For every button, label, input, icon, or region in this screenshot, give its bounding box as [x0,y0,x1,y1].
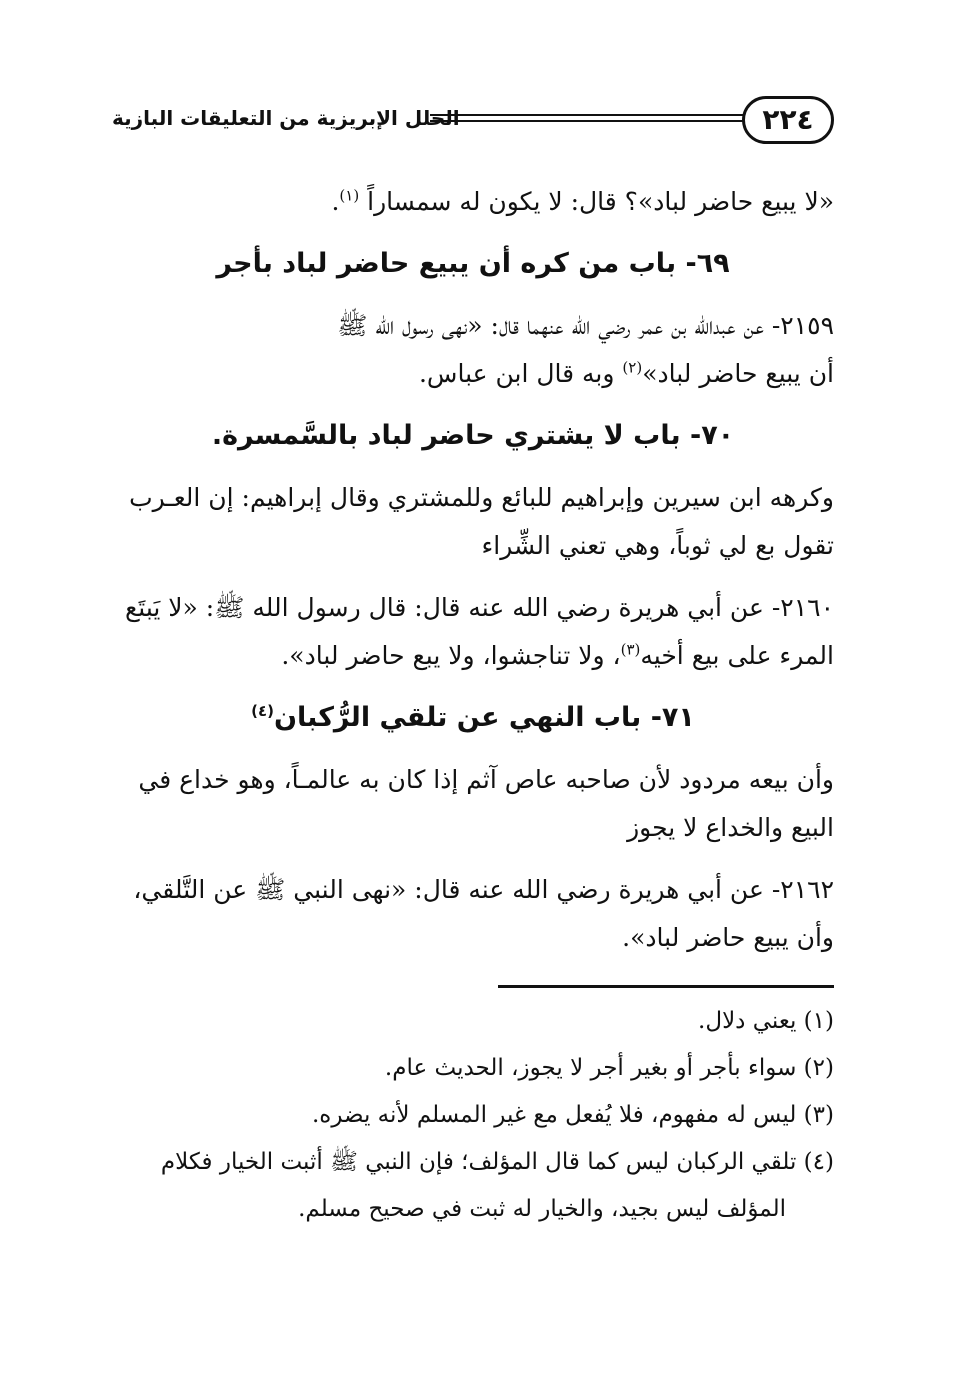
book-title: الحلل الإبريزية من التعليقات البازية [112,106,460,130]
footnote-ref[interactable]: (٤) [251,702,274,720]
chapter-70-intro [112,474,834,570]
text-line: وكرهه ابن سيرين وإبراهيم للبائع وللمشتري وقال إبراهيم: إن العـرب [129,483,834,512]
page-number: ٢٢٤ [742,96,834,144]
text-run: «لا يبيع حاضر لباد»؟ قال: لا يكون له سمساراً [367,187,834,216]
text-run: . [331,187,340,216]
heading-text: ٧١- باب النهي عن تلقي الرُّكبان [273,702,695,733]
footnote-text: المؤلف ليس بجيد، والخيار له ثبت في صحيح مسلم. [298,1196,786,1222]
chapter-heading-69: ٦٩- باب من كره أن يبيع حاضر لباد بأجر [216,248,730,279]
hadith-2159 [112,302,834,398]
footnote-ref[interactable]: (٣) [620,640,641,659]
footnote-number: (٤) [803,1149,834,1175]
footnote-ref[interactable]: (٢) [622,358,643,377]
text-line: ٢١٦٢- عن أبي هريرة رضي الله عنه قال: «نهى النبي ﷺ عن التَّلقي، [133,875,834,904]
paragraph-continuation [112,178,834,226]
footnote-text: ليس له مفهوم، فلا يُفعل مع غير المسلم لأنه يضره. [311,1102,797,1128]
footnote-3 [112,1092,834,1139]
text-run: أن يبيع حاضر لباد» [642,359,834,388]
text-run: ، ولا تناجشوا، ولا يبع حاضر لباد». [281,641,621,670]
text-line [112,350,834,398]
footnote-text: سواء بأجر أو بغير أجر لا يجوز، الحديث عام. [384,1055,797,1081]
footnote-number: (٣) [803,1102,834,1128]
chapter-71-intro [112,756,834,852]
footnote-number: (١) [803,1008,834,1034]
footnotes [112,998,834,1233]
hadith-2162 [112,866,834,962]
header-double-rule [430,114,744,122]
text-line: تقول بع لي ثوباً، وهي تعني الشِّراء [481,531,834,560]
chapter-heading-71 [112,698,834,738]
footnote-text: يعني دلال. [698,1008,797,1034]
footnote-1 [112,998,834,1045]
text-line [112,178,834,226]
text-run: المرء على بيع أخيه [640,641,834,670]
hadith-2160 [112,584,834,680]
text-line: وأن بيعه مردود لأن صاحبه عاص آثم إذا كان به عالمـاً، وهو خداع في [138,765,834,794]
text-line: البيع والخداع لا يجوز [627,813,834,842]
footnote-ref[interactable]: (١) [339,186,360,205]
footnote-text: تلقي الركبان ليس كما قال المؤلف؛ فإن النبي ﷺ أثبت الخيار فكلام [160,1149,797,1175]
main-text [112,178,834,976]
footnote-number: (٢) [803,1055,834,1081]
footnote-2 [112,1045,834,1092]
text-line: وأن يبيع حاضر لباد». [622,923,834,952]
text-line: ٢١٦٠- عن أبي هريرة رضي الله عنه قال: قال رسول الله ﷺ: «لا يَبتَع [125,593,834,622]
text-run: وبه قال ابن عباس. [418,359,623,388]
text-line [112,632,834,680]
running-header [112,96,834,156]
chapter-heading-70: ٧٠- باب لا يشتري حاضر لباد بالسَّمسرة. [211,420,735,451]
footnote-4 [112,1139,834,1233]
text-line: ٢١٥٩- عن عبدالله بن عمر رضي الله عنهما قال: «نهى رسول الله ﷺ [337,311,834,340]
footnote-separator [498,985,834,988]
